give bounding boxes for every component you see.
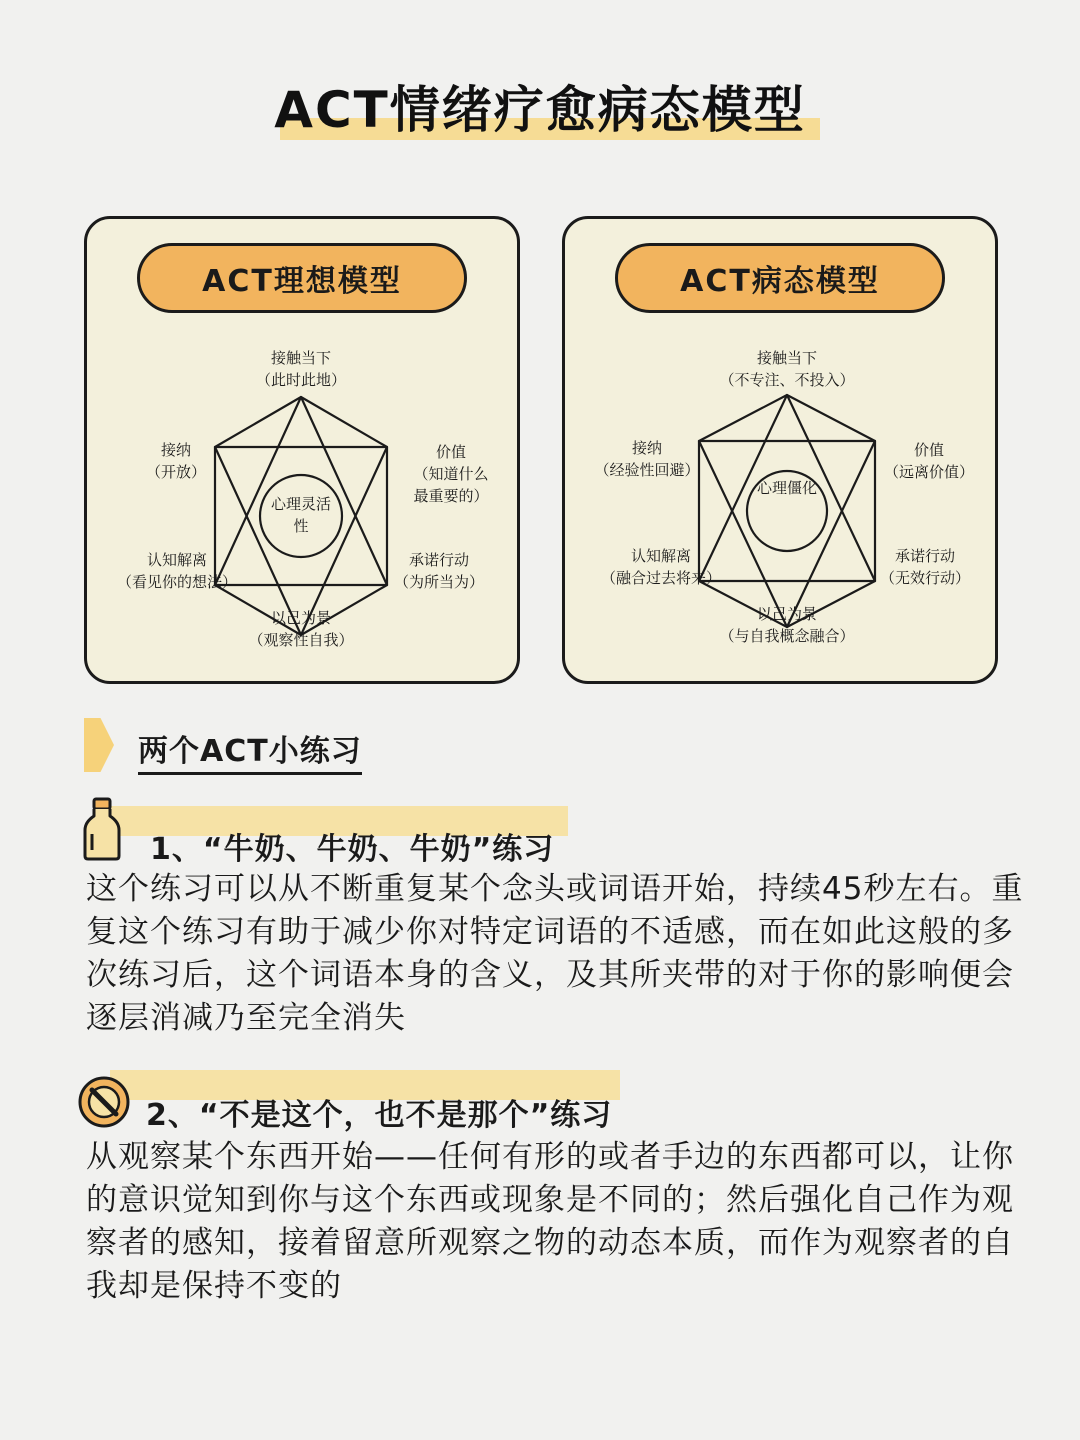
section-title: 两个ACT小练习	[138, 726, 362, 775]
pathology-label-defusion: 认知解离 （融合过去将来）	[600, 547, 721, 587]
milk-bottle-icon	[82, 796, 122, 862]
pathology-label-acceptance: 接纳 （经验性回避）	[594, 439, 700, 479]
page-title: ACT情绪疗愈病态模型	[274, 81, 806, 139]
pathology-label-committed-action: 承诺行动 （无效行动）	[879, 547, 970, 587]
ideal-model-header: ACT理想模型	[137, 243, 467, 313]
title-wrap	[0, 70, 1080, 142]
ideal-label-defusion: 认知解离 （看见你的想法）	[116, 551, 237, 591]
exercise-2-body: 从观察某个东西开始——任何有形的或者手边的东西都可以，让你的意识觉知到你与这个东西或现象是不同的；然后强化自己作为观察者的感知，接着留意所观察之物的动态本质，而作为观察者的自我却是保持不变的	[86, 1139, 1014, 1304]
ideal-label-contact-present: 接触当下 （此时此地）	[255, 349, 346, 389]
ideal-label-values: 价值 （知道什么 最重要的）	[413, 443, 489, 505]
exercise-2-title: 2、“不是这个，也不是那个”练习	[146, 1098, 613, 1133]
ideal-label-self-as-context: 以己为景 （观察性自我）	[248, 609, 354, 649]
chevron-marker-icon	[84, 718, 114, 772]
exercise-1-body: 这个练习可以从不断重复某个念头或词语开始，持续45秒左右。重复这个练习有助于减少你对特定词语的不适感，而在如此这般的多次练习后，这个词语本身的含义，及其所夹带的对于你的影响便会逐层消减乃至完全消失	[86, 871, 1024, 1036]
pathology-model-card	[562, 216, 998, 684]
pathology-label-contact-present: 接触当下 （不专注、不投入）	[719, 349, 855, 389]
ideal-label-committed-action: 承诺行动 （为所当为）	[393, 551, 484, 591]
pathology-model-header: ACT病态模型	[615, 243, 945, 313]
pathology-center-label: 心理僵化	[756, 479, 817, 497]
ideal-model-card	[84, 216, 520, 684]
exercise-1-title: 1、“牛奶、牛奶、牛奶”练习	[150, 832, 555, 867]
pathology-label-values: 价值 （远离价值）	[883, 441, 974, 481]
ideal-center-label: 心理灵活性	[270, 495, 331, 535]
prohibited-icon	[76, 1074, 132, 1130]
pathology-label-self-as-context: 以己为景 （与自我概念融合）	[719, 605, 855, 645]
ideal-label-acceptance: 接纳 （开放）	[145, 441, 206, 481]
